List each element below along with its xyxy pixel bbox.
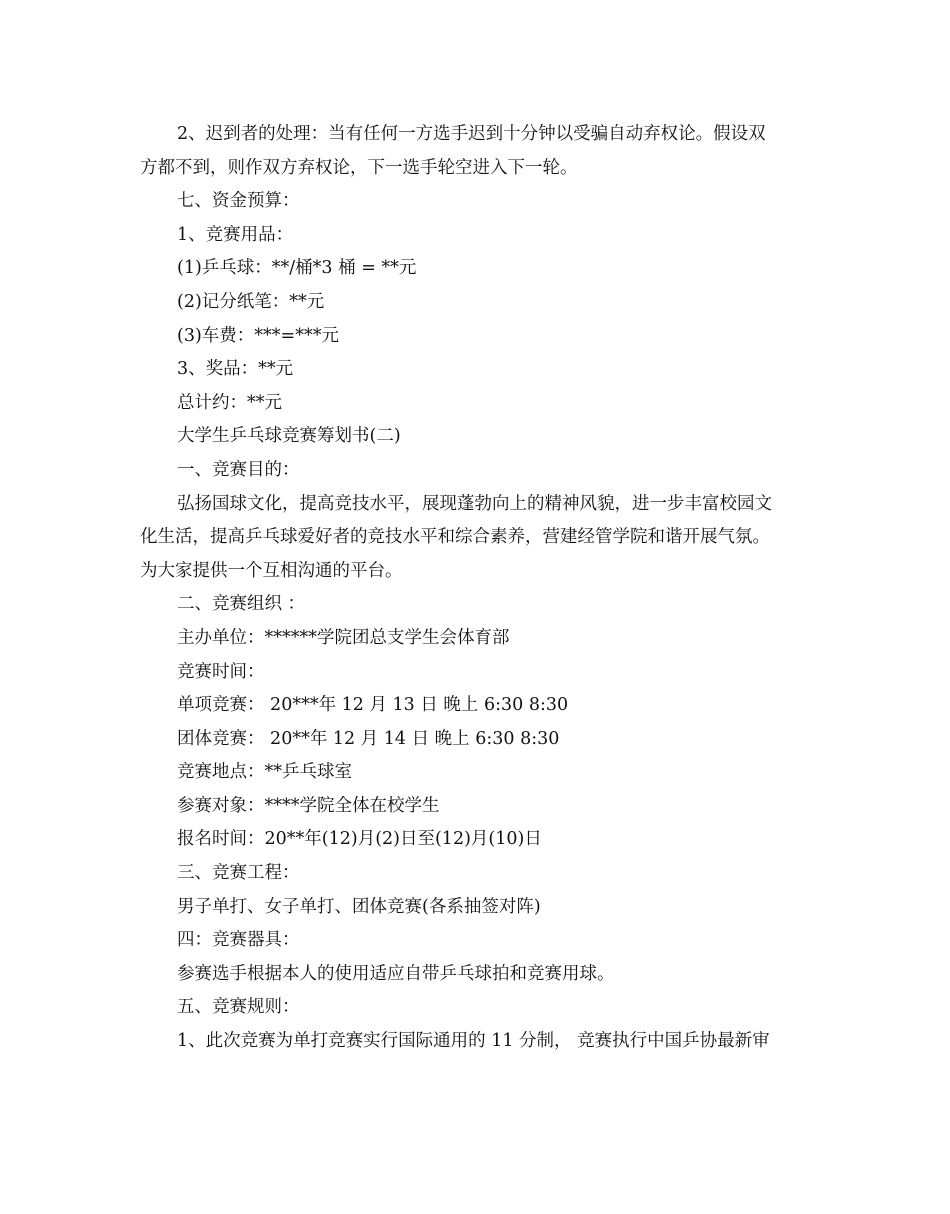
budget-item-paper: (2)记分纸笔：**元 <box>177 291 325 312</box>
schedule-heading: 竞赛时间： <box>177 661 265 682</box>
document-subtitle: 大学生乒乓球竞赛筹划书(二) <box>177 426 401 447</box>
section-heading-rules: 五、竞赛规则： <box>177 997 300 1018</box>
budget-item-prizes: 3、奖品：**元 <box>177 359 294 380</box>
equipment-line: 参赛选手根据本人的使用适应自带乒乓球拍和竞赛用球。 <box>177 963 615 984</box>
budget-item-transport: (3)车费：***=***元 <box>177 325 339 346</box>
schedule-singles: 单项竞赛： 20***年 12 月 13 日 晚上 6:30 8:30 <box>177 695 569 716</box>
section-heading-organization: 二、竞赛组织 ： <box>177 594 306 615</box>
budget-total: 总计约：**元 <box>177 392 282 413</box>
events-line: 男子单打、女子单打、团体竞赛(各系抽签对阵) <box>177 896 541 917</box>
rules-line-1: 1、此次竞赛为单打竞赛实行国际通用的 11 分制， 竞赛执行中国乒协最新审 <box>177 1031 770 1052</box>
purpose-paragraph-line-1: 弘扬国球文化，提高竞技水平，展现蓬勃向上的精神风貌，进一步丰富校园文 <box>177 493 772 514</box>
venue-line: 竞赛地点：**乒乓球室 <box>177 762 352 783</box>
registration-line: 报名时间：20**年(12)月(2)日至(12)月(10)日 <box>177 829 542 850</box>
text-line-late-rule: 2、迟到者的处理：当有任何一方选手迟到十分钟以受骗自动弃权论。假设双 <box>177 124 766 144</box>
section-heading-purpose: 一、竞赛目的： <box>177 459 300 480</box>
organizer-line: 主办单位：******学院团总支学生会体育部 <box>177 627 510 648</box>
text-line-late-rule-cont: 方都不到，则作双方弃权论，下一选手轮空进入下一轮。 <box>140 157 578 178</box>
section-heading-equipment: 四：竞赛器具： <box>177 930 300 951</box>
purpose-paragraph-line-3: 为大家提供一个互相沟通的平台。 <box>140 560 403 581</box>
budget-item-supplies: 1、竞赛用品： <box>177 224 294 245</box>
schedule-team: 团体竞赛： 20**年 12 月 14 日 晚上 6:30 8:30 <box>177 728 560 749</box>
budget-item-balls: (1)乒乓球：**/桶*3 桶 = **元 <box>177 258 417 279</box>
section-heading-events: 三、竞赛工程： <box>177 863 300 884</box>
document-body <box>140 118 815 1059</box>
purpose-paragraph-line-2: 化生活，提高乒乓球爱好者的竞技水平和综合素养，营建经管学院和谐开展气氛。 <box>140 527 770 548</box>
section-heading-budget: 七、资金预算： <box>177 191 300 212</box>
participants-line: 参赛对象：****学院全体在校学生 <box>177 795 440 816</box>
